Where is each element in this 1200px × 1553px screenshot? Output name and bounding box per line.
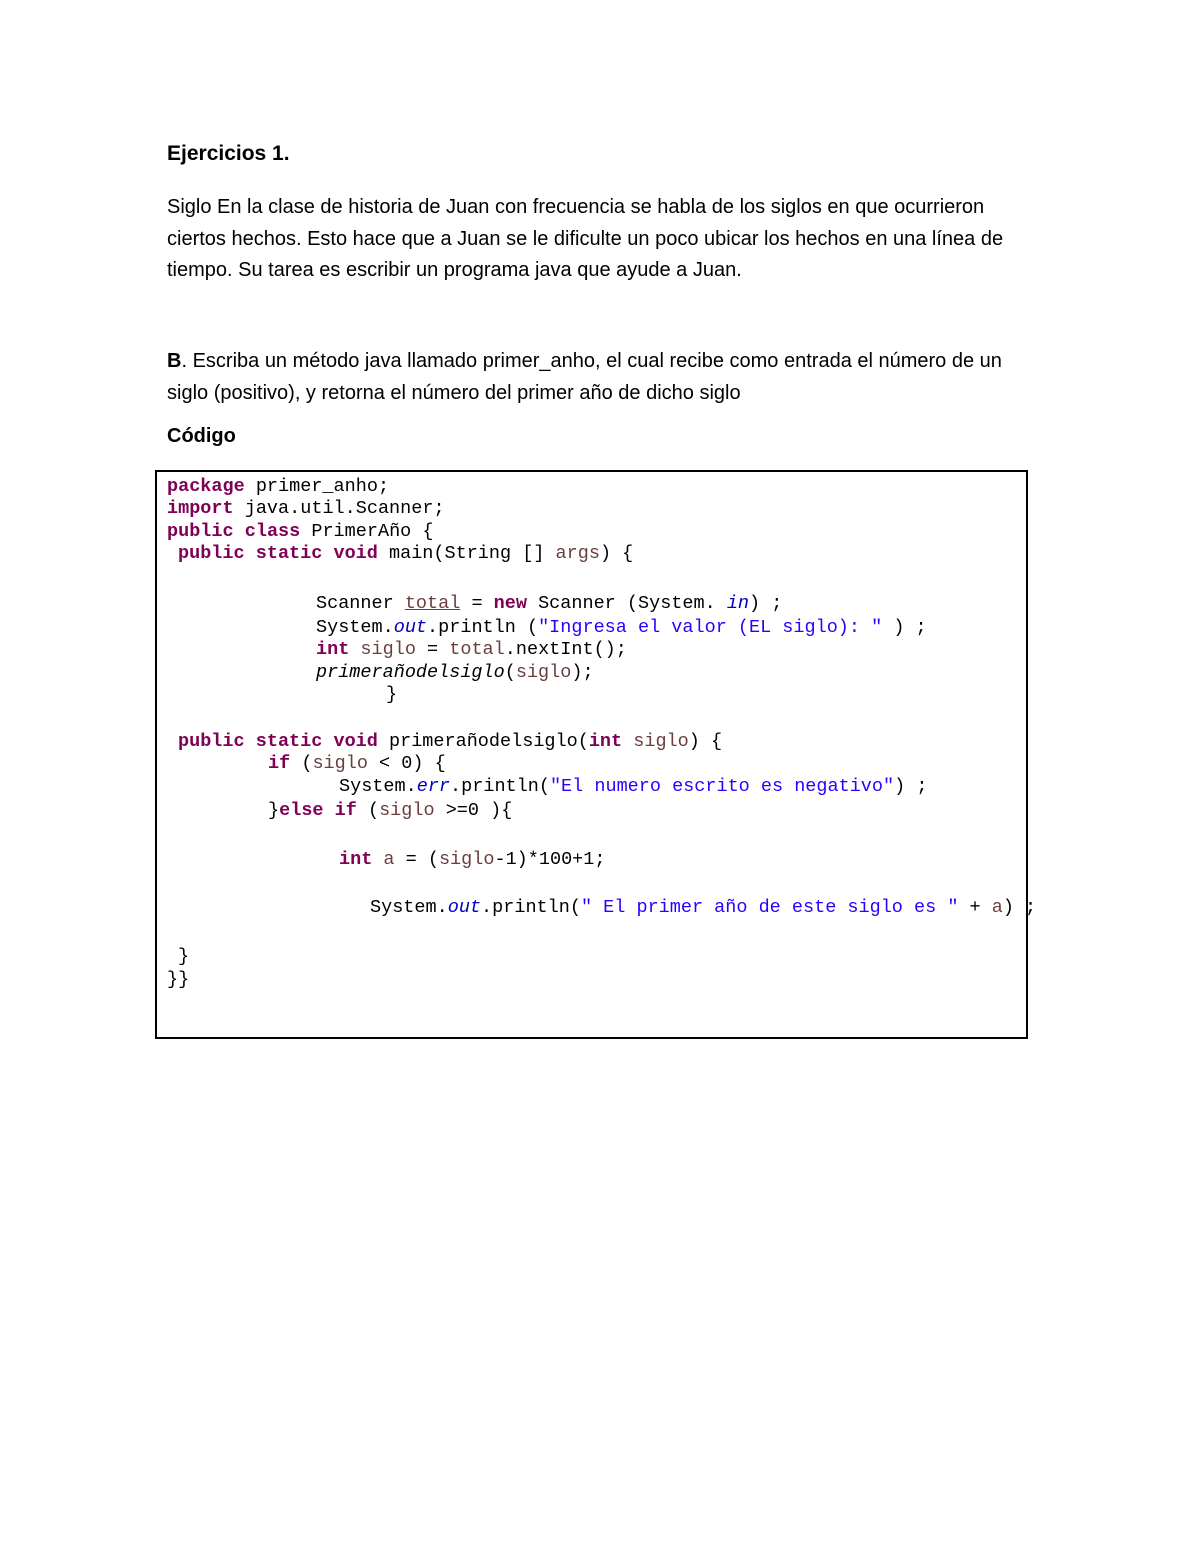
code-line-if: if (siglo < 0) {: [268, 753, 446, 774]
code-box: [155, 470, 1037, 1039]
code-line-class-decl: public class PrimerAño {: [167, 521, 434, 542]
section-b-paragraph: [167, 346, 1047, 409]
code-line-println-error: System.err.println("El numero escrito es negativo") ;: [339, 776, 928, 797]
code-line-read-int: int siglo = total.nextInt();: [316, 639, 627, 660]
code-line-method-call: primerañodelsiglo(siglo);: [316, 662, 594, 683]
code-heading: Código: [167, 425, 236, 447]
section-b-text: . Escriba un método java llamado primer_anho, el cual recibe como entrada el número de un siglo (positivo), y retorna el número del primer año de dicho siglo: [167, 350, 1002, 404]
code-line-close-class: }}: [167, 969, 190, 990]
code-line-scanner: Scanner total = new Scanner (System. in) ;: [316, 593, 783, 614]
code-line-import: import java.util.Scanner;: [167, 498, 445, 519]
code-line-package: package primer_anho;: [167, 476, 390, 497]
code-line-compute: int a = (siglo-1)*100+1;: [339, 849, 606, 870]
code-line-println-prompt: System.out.println ("Ingresa el valor (EL siglo): " ) ;: [316, 617, 927, 638]
intro-paragraph: Siglo En la clase de historia de Juan con frecuencia se habla de los siglos en que ocurrieron ciertos hechos. Esto hace que a Juan se le dificulte un poco ubicar los hechos en una línea de tiempo. Su tarea es escribir un programa java que ayude a Juan.: [167, 196, 1004, 281]
code-line-close-main: }: [386, 684, 398, 705]
code-line-main-decl: public static void main(String [] args) {: [178, 543, 634, 564]
code-line-else-if: }else if (siglo >=0 ){: [268, 800, 513, 821]
code-line-close-method: }: [178, 946, 190, 967]
code-line-method-decl: public static void primerañodelsiglo(int siglo) {: [178, 731, 723, 752]
section-b-label: B: [167, 350, 182, 372]
page-title: Ejercicios 1.: [167, 142, 290, 165]
code-line-println-result: System.out.println(" El primer año de este siglo es " + a) ;: [370, 897, 1037, 918]
